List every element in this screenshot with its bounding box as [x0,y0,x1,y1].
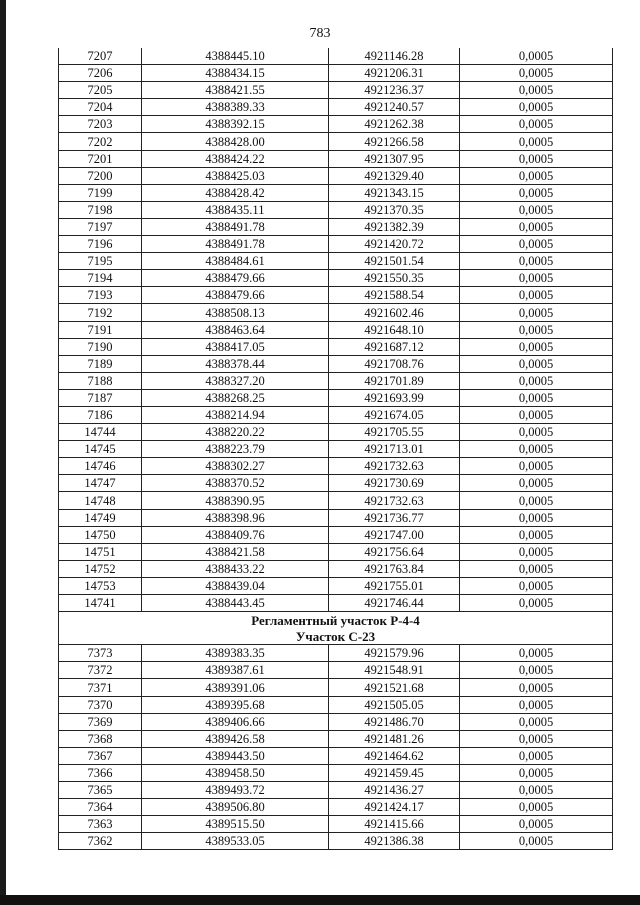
point-number-cell: 7191 [59,321,142,338]
coord-x-cell: 4388443.45 [142,595,329,612]
coord-y-cell: 4921713.01 [329,441,460,458]
point-number-cell: 7195 [59,253,142,270]
tolerance-cell: 0,0005 [460,526,613,543]
point-number-cell: 7202 [59,133,142,150]
coord-x-cell: 4389533.05 [142,833,329,850]
point-number-cell: 7193 [59,287,142,304]
coord-y-cell: 4921648.10 [329,321,460,338]
section-title: Регламентный участок Р-4-4 [59,612,613,629]
coord-x-cell: 4389426.58 [142,730,329,747]
table-row [59,799,613,816]
point-number-cell: 7373 [59,645,142,662]
table-row [59,713,613,730]
point-number-cell: 7196 [59,236,142,253]
coord-x-cell: 4388220.22 [142,424,329,441]
point-number-cell: 7365 [59,782,142,799]
coord-x-cell: 4388370.52 [142,475,329,492]
coord-x-cell: 4388390.95 [142,492,329,509]
point-number-cell: 14744 [59,424,142,441]
coord-y-cell: 4921747.00 [329,526,460,543]
coord-y-cell: 4921206.31 [329,65,460,82]
coord-y-cell: 4921382.39 [329,218,460,235]
table-row [59,424,613,441]
coord-y-cell: 4921763.84 [329,560,460,577]
point-number-cell: 14753 [59,577,142,594]
section-title-row [59,612,613,629]
coord-y-cell: 4921415.66 [329,816,460,833]
coord-x-cell: 4389406.66 [142,713,329,730]
table-row [59,253,613,270]
table-row [59,816,613,833]
table-body-top [59,48,613,612]
tolerance-cell: 0,0005 [460,595,613,612]
table-row [59,236,613,253]
table-row [59,782,613,799]
table-row [59,492,613,509]
table-row [59,696,613,713]
coord-y-cell: 4921550.35 [329,270,460,287]
coord-y-cell: 4921708.76 [329,355,460,372]
coord-y-cell: 4921329.40 [329,167,460,184]
point-number-cell: 7207 [59,48,142,65]
coord-x-cell: 4389395.68 [142,696,329,713]
coord-x-cell: 4388479.66 [142,287,329,304]
point-number-cell: 7188 [59,372,142,389]
point-number-cell: 7192 [59,304,142,321]
coord-x-cell: 4388409.76 [142,526,329,543]
coord-x-cell: 4388327.20 [142,372,329,389]
tolerance-cell: 0,0005 [460,782,613,799]
table-row [59,116,613,133]
table-row [59,372,613,389]
coord-y-cell: 4921730.69 [329,475,460,492]
coord-x-cell: 4388491.78 [142,218,329,235]
table-row [59,595,613,612]
tolerance-cell: 0,0005 [460,236,613,253]
tolerance-cell: 0,0005 [460,747,613,764]
tolerance-cell: 0,0005 [460,372,613,389]
tolerance-cell: 0,0005 [460,560,613,577]
tolerance-cell: 0,0005 [460,355,613,372]
coord-y-cell: 4921266.58 [329,133,460,150]
coord-x-cell: 4388434.15 [142,65,329,82]
table-row [59,509,613,526]
point-number-cell: 7200 [59,167,142,184]
table-row [59,577,613,594]
point-number-cell: 7190 [59,338,142,355]
table-row [59,321,613,338]
point-number-cell: 7189 [59,355,142,372]
coord-y-cell: 4921602.46 [329,304,460,321]
coord-x-cell: 4389391.06 [142,679,329,696]
coord-y-cell: 4921736.77 [329,509,460,526]
tolerance-cell: 0,0005 [460,713,613,730]
table-row [59,270,613,287]
coord-y-cell: 4921687.12 [329,338,460,355]
tolerance-cell: 0,0005 [460,764,613,781]
coord-y-cell: 4921521.68 [329,679,460,696]
point-number-cell: 7366 [59,764,142,781]
tolerance-cell: 0,0005 [460,389,613,406]
coord-y-cell: 4921693.99 [329,389,460,406]
coord-x-cell: 4388425.03 [142,167,329,184]
point-number-cell: 7205 [59,82,142,99]
point-number-cell: 7371 [59,679,142,696]
tolerance-cell: 0,0005 [460,65,613,82]
table-row [59,833,613,850]
coord-x-cell: 4389387.61 [142,662,329,679]
coord-y-cell: 4921732.63 [329,458,460,475]
point-number-cell: 7197 [59,218,142,235]
coord-x-cell: 4388428.42 [142,184,329,201]
tolerance-cell: 0,0005 [460,150,613,167]
tolerance-cell: 0,0005 [460,424,613,441]
subsection-title-row [59,628,613,645]
coord-x-cell: 4388508.13 [142,304,329,321]
coord-y-cell: 4921732.63 [329,492,460,509]
point-number-cell: 7194 [59,270,142,287]
table-row [59,355,613,372]
tolerance-cell: 0,0005 [460,338,613,355]
point-number-cell: 7187 [59,389,142,406]
tolerance-cell: 0,0005 [460,509,613,526]
point-number-cell: 14745 [59,441,142,458]
point-number-cell: 14751 [59,543,142,560]
point-number-cell: 14750 [59,526,142,543]
point-number-cell: 7364 [59,799,142,816]
coord-x-cell: 4388435.11 [142,201,329,218]
point-number-cell: 7201 [59,150,142,167]
coord-x-cell: 4388421.58 [142,543,329,560]
coord-x-cell: 4388484.61 [142,253,329,270]
coord-x-cell: 4388424.22 [142,150,329,167]
coord-x-cell: 4388445.10 [142,48,329,65]
subsection-title: Участок С-23 [59,628,613,645]
coord-x-cell: 4388378.44 [142,355,329,372]
table-row [59,218,613,235]
coord-y-cell: 4921588.54 [329,287,460,304]
scan-edge-left [0,0,6,905]
tolerance-cell: 0,0005 [460,133,613,150]
point-number-cell: 7362 [59,833,142,850]
table-row [59,747,613,764]
coord-y-cell: 4921424.17 [329,799,460,816]
table-row [59,99,613,116]
table-row [59,82,613,99]
tolerance-cell: 0,0005 [460,441,613,458]
point-number-cell: 7186 [59,406,142,423]
coord-y-cell: 4921436.27 [329,782,460,799]
coord-y-cell: 4921501.54 [329,253,460,270]
coord-y-cell: 4921486.70 [329,713,460,730]
table-row [59,406,613,423]
table-row [59,287,613,304]
tolerance-cell: 0,0005 [460,458,613,475]
table-row [59,764,613,781]
table-row [59,167,613,184]
coord-x-cell: 4388214.94 [142,406,329,423]
point-number-cell: 7369 [59,713,142,730]
tolerance-cell: 0,0005 [460,696,613,713]
tolerance-cell: 0,0005 [460,184,613,201]
tolerance-cell: 0,0005 [460,577,613,594]
point-number-cell: 7370 [59,696,142,713]
tolerance-cell: 0,0005 [460,321,613,338]
point-number-cell: 14748 [59,492,142,509]
tolerance-cell: 0,0005 [460,799,613,816]
tolerance-cell: 0,0005 [460,304,613,321]
coord-x-cell: 4388428.00 [142,133,329,150]
coord-y-cell: 4921464.62 [329,747,460,764]
tolerance-cell: 0,0005 [460,116,613,133]
coord-x-cell: 4388433.22 [142,560,329,577]
table-row [59,730,613,747]
table-row [59,201,613,218]
tolerance-cell: 0,0005 [460,492,613,509]
tolerance-cell: 0,0005 [460,662,613,679]
coord-y-cell: 4921459.45 [329,764,460,781]
coord-x-cell: 4388268.25 [142,389,329,406]
table-row [59,184,613,201]
coord-y-cell: 4921674.05 [329,406,460,423]
tolerance-cell: 0,0005 [460,730,613,747]
page-number: 783 [309,26,331,41]
coord-y-cell: 4921579.96 [329,645,460,662]
coord-y-cell: 4921701.89 [329,372,460,389]
coord-x-cell: 4389443.50 [142,747,329,764]
coord-x-cell: 4388389.33 [142,99,329,116]
coord-y-cell: 4921420.72 [329,236,460,253]
coord-y-cell: 4921370.35 [329,201,460,218]
tolerance-cell: 0,0005 [460,167,613,184]
tolerance-cell: 0,0005 [460,218,613,235]
table-body-bottom [59,645,613,850]
table-row [59,543,613,560]
table-row [59,441,613,458]
coord-x-cell: 4389458.50 [142,764,329,781]
table-row [59,389,613,406]
coord-x-cell: 4388463.64 [142,321,329,338]
coord-y-cell: 4921262.38 [329,116,460,133]
tolerance-cell: 0,0005 [460,475,613,492]
tolerance-cell: 0,0005 [460,270,613,287]
point-number-cell: 7206 [59,65,142,82]
point-number-cell: 14747 [59,475,142,492]
point-number-cell: 7198 [59,201,142,218]
table-row [59,645,613,662]
tolerance-cell: 0,0005 [460,99,613,116]
tolerance-cell: 0,0005 [460,82,613,99]
coord-x-cell: 4389493.72 [142,782,329,799]
coord-y-cell: 4921705.55 [329,424,460,441]
coord-x-cell: 4388491.78 [142,236,329,253]
point-number-cell: 7372 [59,662,142,679]
coord-x-cell: 4389506.80 [142,799,329,816]
coord-y-cell: 4921146.28 [329,48,460,65]
coord-x-cell: 4388421.55 [142,82,329,99]
point-number-cell: 7204 [59,99,142,116]
coord-x-cell: 4388223.79 [142,441,329,458]
tolerance-cell: 0,0005 [460,287,613,304]
table-row [59,133,613,150]
coord-y-cell: 4921240.57 [329,99,460,116]
table-row [59,475,613,492]
section-header [59,612,613,645]
table-row [59,679,613,696]
coord-x-cell: 4389383.35 [142,645,329,662]
scan-edge-bottom [0,895,640,905]
tolerance-cell: 0,0005 [460,816,613,833]
point-number-cell: 7363 [59,816,142,833]
coord-y-cell: 4921386.38 [329,833,460,850]
table-row [59,304,613,321]
point-number-cell: 7203 [59,116,142,133]
table-row [59,48,613,65]
point-number-cell: 14752 [59,560,142,577]
table-row [59,560,613,577]
point-number-cell: 14746 [59,458,142,475]
table-row [59,150,613,167]
tolerance-cell: 0,0005 [460,679,613,696]
coordinates-table [58,48,613,850]
coord-y-cell: 4921481.26 [329,730,460,747]
coord-y-cell: 4921307.95 [329,150,460,167]
coord-x-cell: 4389515.50 [142,816,329,833]
coord-x-cell: 4388417.05 [142,338,329,355]
coord-x-cell: 4388302.27 [142,458,329,475]
point-number-cell: 7368 [59,730,142,747]
coord-y-cell: 4921236.37 [329,82,460,99]
table-row [59,662,613,679]
point-number-cell: 14749 [59,509,142,526]
point-number-cell: 14741 [59,595,142,612]
coord-y-cell: 4921756.64 [329,543,460,560]
tolerance-cell: 0,0005 [460,833,613,850]
table-row [59,338,613,355]
coord-y-cell: 4921755.01 [329,577,460,594]
coord-x-cell: 4388398.96 [142,509,329,526]
tolerance-cell: 0,0005 [460,253,613,270]
coord-y-cell: 4921505.05 [329,696,460,713]
point-number-cell: 7199 [59,184,142,201]
coord-x-cell: 4388392.15 [142,116,329,133]
coord-y-cell: 4921548.91 [329,662,460,679]
coord-x-cell: 4388479.66 [142,270,329,287]
table-row [59,526,613,543]
table-row [59,65,613,82]
coord-y-cell: 4921343.15 [329,184,460,201]
point-number-cell: 7367 [59,747,142,764]
table-row [59,458,613,475]
coord-y-cell: 4921746.44 [329,595,460,612]
coord-x-cell: 4388439.04 [142,577,329,594]
tolerance-cell: 0,0005 [460,645,613,662]
tolerance-cell: 0,0005 [460,48,613,65]
tolerance-cell: 0,0005 [460,543,613,560]
tolerance-cell: 0,0005 [460,201,613,218]
tolerance-cell: 0,0005 [460,406,613,423]
